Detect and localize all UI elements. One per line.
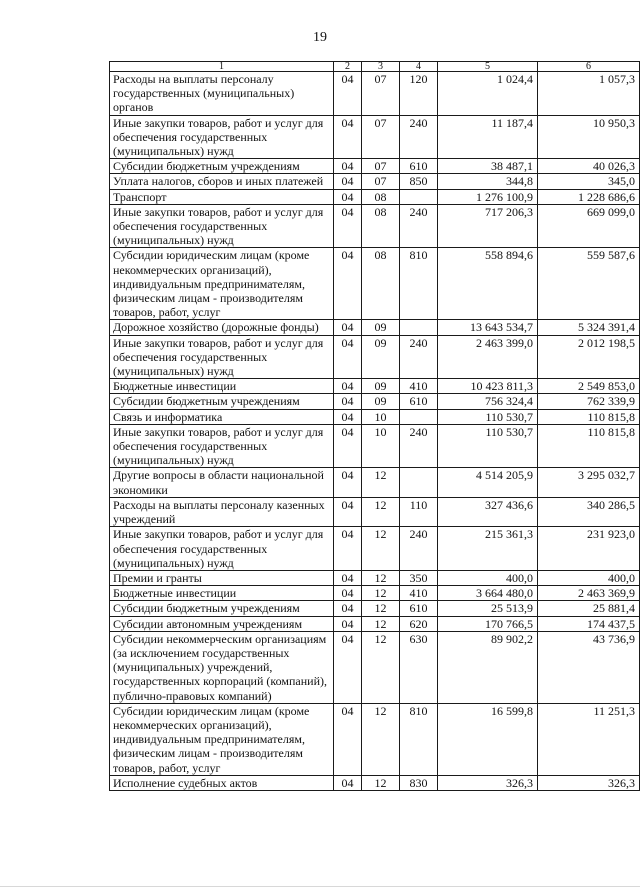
- expense-type-code: 610: [400, 159, 438, 174]
- row-name: Связь и информатика: [110, 409, 334, 424]
- amount-column-5: 344,8: [438, 174, 538, 189]
- table-row: [110, 394, 640, 409]
- row-name: Субсидии автономным учреждениям: [110, 616, 334, 631]
- amount-column-6: 2 549 853,0: [538, 379, 640, 394]
- amount-column-5: 11 187,4: [438, 115, 538, 159]
- table-row: [110, 174, 640, 189]
- section-code: 04: [334, 320, 362, 335]
- subsection-code: 08: [362, 189, 400, 204]
- section-code: 04: [334, 204, 362, 248]
- expense-type-code: 410: [400, 379, 438, 394]
- table-row: [110, 159, 640, 174]
- amount-column-6: 340 286,5: [538, 497, 640, 526]
- expense-type-code: 850: [400, 174, 438, 189]
- section-code: 04: [334, 394, 362, 409]
- expense-type-code: 410: [400, 586, 438, 601]
- budget-table: [109, 61, 640, 791]
- expense-type-code: [400, 409, 438, 424]
- amount-column-5: 400,0: [438, 570, 538, 585]
- amount-column-5: 1 024,4: [438, 72, 538, 116]
- row-name: Субсидии бюджетным учреждениям: [110, 601, 334, 616]
- section-code: 04: [334, 409, 362, 424]
- expense-type-code: 610: [400, 394, 438, 409]
- table-row: [110, 379, 640, 394]
- row-name: Иные закупки товаров, работ и услуг для обеспечения государственных (муниципальных) нужд: [110, 527, 334, 571]
- expense-type-code: 110: [400, 497, 438, 526]
- table-row: [110, 601, 640, 616]
- column-header: 3: [362, 62, 400, 72]
- amount-column-6: 669 099,0: [538, 204, 640, 248]
- expense-type-code: 810: [400, 248, 438, 320]
- section-code: 04: [334, 703, 362, 775]
- amount-column-6: 5 324 391,4: [538, 320, 640, 335]
- row-name: Субсидии бюджетным учреждениям: [110, 159, 334, 174]
- table-row: [110, 115, 640, 159]
- section-code: 04: [334, 601, 362, 616]
- table-row: [110, 570, 640, 585]
- amount-column-5: 327 436,6: [438, 497, 538, 526]
- table-row: [110, 527, 640, 571]
- amount-column-6: 3 295 032,7: [538, 468, 640, 497]
- section-code: 04: [334, 335, 362, 379]
- amount-column-5: 38 487,1: [438, 159, 538, 174]
- subsection-code: 12: [362, 616, 400, 631]
- amount-column-6: 326,3: [538, 775, 640, 790]
- expense-type-code: 240: [400, 424, 438, 468]
- amount-column-5: 558 894,6: [438, 248, 538, 320]
- row-name: Дорожное хозяйство (дорожные фонды): [110, 320, 334, 335]
- row-name: Уплата налогов, сборов и иных платежей: [110, 174, 334, 189]
- subsection-code: 12: [362, 497, 400, 526]
- row-name: Субсидии некоммерческим организациям (за исключением государственных (муниципальных) учреждений, государственных корпораций (компаний), публично-правовых компаний): [110, 631, 334, 703]
- expense-type-code: 610: [400, 601, 438, 616]
- subsection-code: 09: [362, 320, 400, 335]
- amount-column-5: 1 276 100,9: [438, 189, 538, 204]
- subsection-code: 07: [362, 72, 400, 116]
- subsection-code: 12: [362, 468, 400, 497]
- table-row: [110, 189, 640, 204]
- amount-column-5: 13 643 534,7: [438, 320, 538, 335]
- section-code: 04: [334, 159, 362, 174]
- header-row: [110, 62, 640, 72]
- amount-column-6: 559 587,6: [538, 248, 640, 320]
- amount-column-6: 231 923,0: [538, 527, 640, 571]
- expense-type-code: [400, 189, 438, 204]
- amount-column-6: 400,0: [538, 570, 640, 585]
- expense-type-code: 830: [400, 775, 438, 790]
- amount-column-6: 1 057,3: [538, 72, 640, 116]
- column-header: 6: [538, 62, 640, 72]
- scan-edge-line: [0, 886, 640, 887]
- subsection-code: 10: [362, 424, 400, 468]
- amount-column-5: 4 514 205,9: [438, 468, 538, 497]
- section-code: 04: [334, 497, 362, 526]
- subsection-code: 08: [362, 248, 400, 320]
- amount-column-5: 25 513,9: [438, 601, 538, 616]
- subsection-code: 12: [362, 527, 400, 571]
- amount-column-5: 110 530,7: [438, 409, 538, 424]
- table-row: [110, 775, 640, 790]
- expense-type-code: 120: [400, 72, 438, 116]
- table-row: [110, 497, 640, 526]
- expense-type-code: [400, 320, 438, 335]
- amount-column-6: 40 026,3: [538, 159, 640, 174]
- expense-type-code: 240: [400, 527, 438, 571]
- subsection-code: 12: [362, 586, 400, 601]
- section-code: 04: [334, 424, 362, 468]
- table-row: [110, 409, 640, 424]
- amount-column-5: 89 902,2: [438, 631, 538, 703]
- row-name: Субсидии бюджетным учреждениям: [110, 394, 334, 409]
- amount-column-5: 717 206,3: [438, 204, 538, 248]
- section-code: 04: [334, 72, 362, 116]
- section-code: 04: [334, 631, 362, 703]
- amount-column-6: 110 815,8: [538, 409, 640, 424]
- subsection-code: 12: [362, 631, 400, 703]
- row-name: Иные закупки товаров, работ и услуг для обеспечения государственных (муниципальных) нужд: [110, 204, 334, 248]
- column-header: 1: [110, 62, 334, 72]
- amount-column-5: 215 361,3: [438, 527, 538, 571]
- section-code: 04: [334, 570, 362, 585]
- amount-column-5: 2 463 399,0: [438, 335, 538, 379]
- row-name: Иные закупки товаров, работ и услуг для обеспечения государственных (муниципальных) нужд: [110, 335, 334, 379]
- section-code: 04: [334, 379, 362, 394]
- row-name: Бюджетные инвестиции: [110, 586, 334, 601]
- amount-column-6: 2 463 369,9: [538, 586, 640, 601]
- table-row: [110, 335, 640, 379]
- amount-column-5: 170 766,5: [438, 616, 538, 631]
- amount-column-6: 25 881,4: [538, 601, 640, 616]
- amount-column-6: 110 815,8: [538, 424, 640, 468]
- row-name: Другие вопросы в области национальной экономики: [110, 468, 334, 497]
- amount-column-5: 10 423 811,3: [438, 379, 538, 394]
- table-row: [110, 586, 640, 601]
- subsection-code: 12: [362, 570, 400, 585]
- row-name: Премии и гранты: [110, 570, 334, 585]
- amount-column-5: 16 599,8: [438, 703, 538, 775]
- subsection-code: 12: [362, 703, 400, 775]
- amount-column-5: 756 324,4: [438, 394, 538, 409]
- amount-column-6: 1 228 686,6: [538, 189, 640, 204]
- row-name: Субсидии юридическим лицам (кроме некоммерческих организаций), индивидуальным предпринимателям, физическим лицам - производителям товаров, работ, услуг: [110, 248, 334, 320]
- row-name: Расходы на выплаты персоналу казенных учреждений: [110, 497, 334, 526]
- amount-column-6: 43 736,9: [538, 631, 640, 703]
- section-code: 04: [334, 115, 362, 159]
- row-name: Иные закупки товаров, работ и услуг для обеспечения государственных (муниципальных) нужд: [110, 115, 334, 159]
- subsection-code: 07: [362, 174, 400, 189]
- table-row: [110, 616, 640, 631]
- section-code: 04: [334, 174, 362, 189]
- subsection-code: 09: [362, 394, 400, 409]
- row-name: Иные закупки товаров, работ и услуг для обеспечения государственных (муниципальных) нужд: [110, 424, 334, 468]
- table-row: [110, 248, 640, 320]
- row-name: Бюджетные инвестиции: [110, 379, 334, 394]
- subsection-code: 12: [362, 601, 400, 616]
- table-row: [110, 72, 640, 116]
- table-row: [110, 468, 640, 497]
- subsection-code: 07: [362, 115, 400, 159]
- section-code: 04: [334, 189, 362, 204]
- table-row: [110, 631, 640, 703]
- amount-column-6: 10 950,3: [538, 115, 640, 159]
- expense-type-code: [400, 468, 438, 497]
- amount-column-5: 110 530,7: [438, 424, 538, 468]
- amount-column-6: 762 339,9: [538, 394, 640, 409]
- subsection-code: 12: [362, 775, 400, 790]
- table-row: [110, 424, 640, 468]
- column-header: 2: [334, 62, 362, 72]
- section-code: 04: [334, 248, 362, 320]
- section-code: 04: [334, 586, 362, 601]
- column-header: 4: [400, 62, 438, 72]
- subsection-code: 09: [362, 379, 400, 394]
- expense-type-code: 620: [400, 616, 438, 631]
- section-code: 04: [334, 616, 362, 631]
- row-name: Субсидии юридическим лицам (кроме некоммерческих организаций), индивидуальным предпринимателям, физическим лицам - производителям товаров, работ, услуг: [110, 703, 334, 775]
- column-header: 5: [438, 62, 538, 72]
- expense-type-code: 630: [400, 631, 438, 703]
- table-row: [110, 320, 640, 335]
- expense-type-code: 350: [400, 570, 438, 585]
- amount-column-6: 174 437,5: [538, 616, 640, 631]
- section-code: 04: [334, 468, 362, 497]
- row-name: Исполнение судебных актов: [110, 775, 334, 790]
- amount-column-6: 345,0: [538, 174, 640, 189]
- expense-type-code: 810: [400, 703, 438, 775]
- expense-type-code: 240: [400, 335, 438, 379]
- page-number: 19: [313, 30, 327, 45]
- row-name: Расходы на выплаты персоналу государственных (муниципальных) органов: [110, 72, 334, 116]
- section-code: 04: [334, 527, 362, 571]
- amount-column-6: 2 012 198,5: [538, 335, 640, 379]
- table-row: [110, 703, 640, 775]
- amount-column-6: 11 251,3: [538, 703, 640, 775]
- expense-type-code: 240: [400, 115, 438, 159]
- subsection-code: 08: [362, 204, 400, 248]
- subsection-code: 10: [362, 409, 400, 424]
- amount-column-5: 326,3: [438, 775, 538, 790]
- amount-column-5: 3 664 480,0: [438, 586, 538, 601]
- table-row: [110, 204, 640, 248]
- row-name: Транспорт: [110, 189, 334, 204]
- expense-type-code: 240: [400, 204, 438, 248]
- subsection-code: 07: [362, 159, 400, 174]
- subsection-code: 09: [362, 335, 400, 379]
- section-code: 04: [334, 775, 362, 790]
